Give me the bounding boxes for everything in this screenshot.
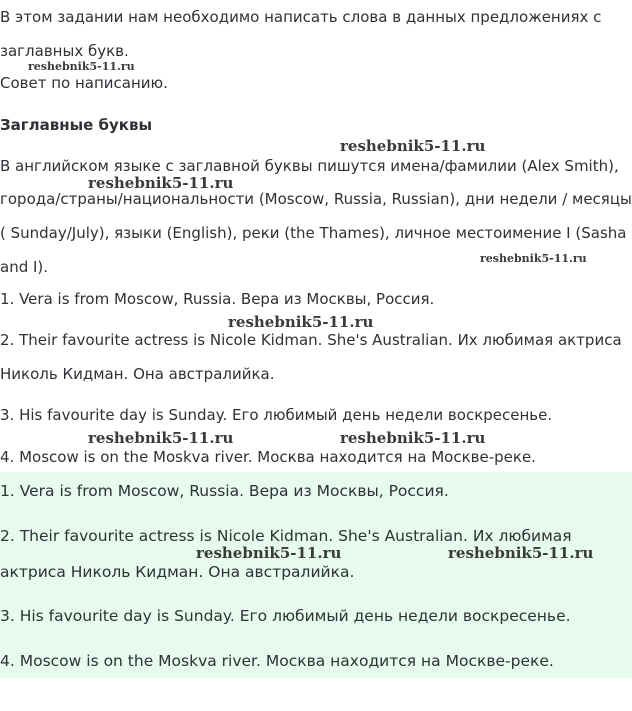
watermark: reshebnik5-11.ru bbox=[480, 252, 587, 265]
rule-line-3: ( Sunday/July), языки (English), реки (the Thames), личное местоимение I (Sasha bbox=[0, 224, 627, 242]
example-2-line-1: 2. Their favourite actress is Nicole Kidman. She's Australian. Их любимая актриса bbox=[0, 331, 622, 349]
example-1: 1. Vera is from Moscow, Russia. Вера из Москвы, Россия. bbox=[0, 290, 435, 308]
watermark: reshebnik5-11.ru bbox=[196, 544, 342, 562]
example-4: 4. Moscow is on the Moskva river. Москва находится на Москве-реке. bbox=[0, 448, 536, 466]
intro-line-2: заглавных букв. bbox=[0, 42, 129, 60]
watermark: reshebnik5-11.ru bbox=[340, 429, 486, 447]
watermark: reshebnik5-11.ru bbox=[28, 60, 135, 73]
rule-line-4: and I). bbox=[0, 258, 49, 276]
intro-line-1: В этом задании нам необходимо написать слова в данных предложениях с bbox=[0, 8, 602, 26]
rule-line-2: города/страны/национальности (Moscow, Russia, Russian), дни недели / месяцы bbox=[0, 190, 632, 208]
rule-heading: Заглавные буквы bbox=[0, 116, 153, 134]
rule-line-1: В английском языке с заглавной буквы пишутся имена/фамилии (Alex Smith), bbox=[0, 157, 619, 175]
example-3: 3. His favourite day is Sunday. Его любимый день недели воскресенье. bbox=[0, 406, 553, 424]
answer-2-line-2: актриса Николь Кидман. Она австралийка. bbox=[0, 563, 355, 581]
example-2-line-2: Николь Кидман. Она австралийка. bbox=[0, 365, 275, 383]
answer-3: 3. His favourite day is Sunday. Его любимый день недели воскресенье. bbox=[0, 607, 571, 625]
watermark: reshebnik5-11.ru bbox=[448, 544, 594, 562]
watermark: reshebnik5-11.ru bbox=[88, 429, 234, 447]
answer-4: 4. Moscow is on the Moskva river. Москва находится на Москве-реке. bbox=[0, 652, 554, 670]
writing-tip: Совет по написанию. bbox=[0, 74, 168, 92]
answer-2-line-1: 2. Their favourite actress is Nicole Kidman. She's Australian. Их любимая bbox=[0, 527, 572, 545]
watermark: reshebnik5-11.ru bbox=[88, 174, 234, 192]
watermark: reshebnik5-11.ru bbox=[228, 313, 374, 331]
watermark: reshebnik5-11.ru bbox=[340, 137, 486, 155]
answer-1: 1. Vera is from Moscow, Russia. Вера из Москвы, Россия. bbox=[0, 482, 449, 500]
